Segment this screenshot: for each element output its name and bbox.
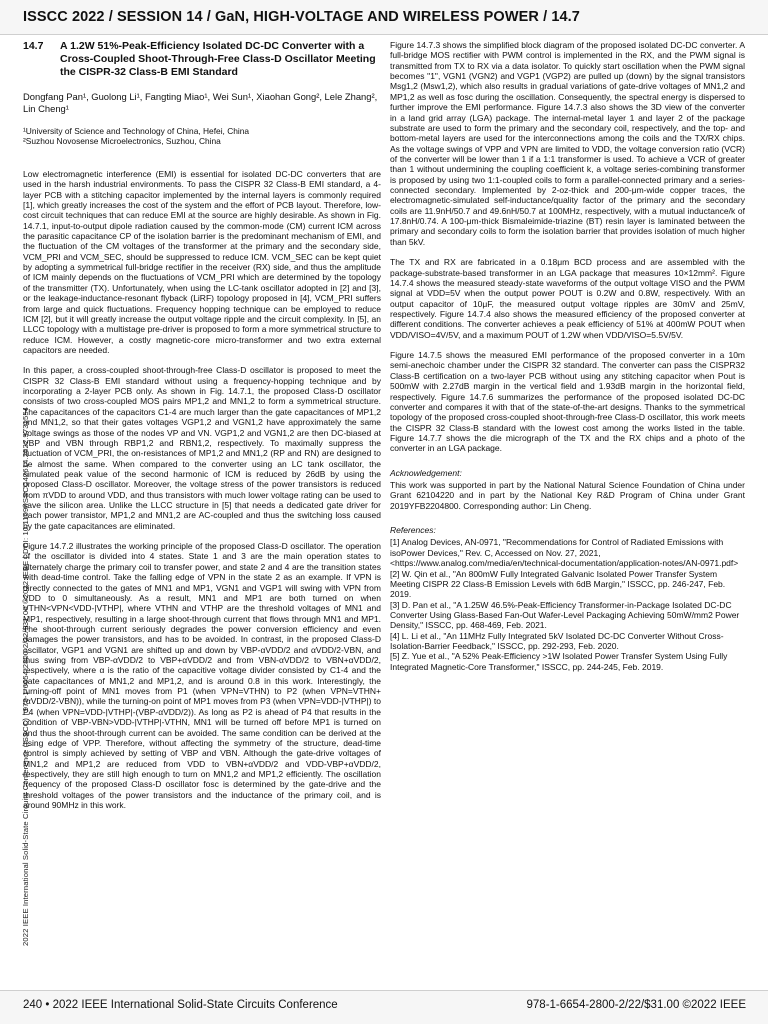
affiliation-2: ²Suzhou Novosense Microelectronics, Suzhou, China bbox=[23, 136, 221, 147]
body-paragraph: Figure 14.7.3 shows the simplified block diagram of the proposed isolated DC-DC converter. A full-bridge MOS rectifier with PWM control is implemented in the RX, and the PWM signal is transmitted from TX to RX via a data isolator. To quickly start oscillation when the PWM signal becomes "1", VGN1 (VGN2) and VGP1 (VGP2) are pulled up (down) by the signal transistors Msg1,2 (Msw1,2), which also results in gradual variations of gate-drive voltages of MN1,2 and MP1,2 as well as fosc during the oscillation. Consequently, the spectral energy is dispersed to further improve the EMI performance. Figure 14.7.3 also shows the 3D view of the converter in a land grid array (LGA) package. The internal-metal layer 1 and layer 2 of the package substrate are used to form the primary and the secondary coil, respectively, and the top- and bottom-metal layers are used for the interconnections among the coils and the TX/RX chips. As the voltage swings of VPP and VPN are limited to VDD, the voltage conversion ratio (VCR) of the converter will be lower than 1 if a 1:1 transformer is used. To achieve a VCR of greater than 1 without undermining the coupling coefficient k, a voltage series-combining transformer is proposed by using two 1:1-coupled coils to form a parallel-connected primary and a series-connected secondary. Implemented by 2-oz-thick and 200-μm-wide copper traces, the electromagnetic-simulated self-inductance/quality factor of the primary and the secondary coils are 11.9nH/50.7 and 49.6nH/50.7 at 100MHz, respectively, with a mutual inductance/k of 17.8nH/0.74. A 100-μm-thick Bismaleimide-triazine (BT) resin layer is laminated between the primary and secondary coils to form the isolation barrier that provides isolation of much higher than 5kV. bbox=[390, 40, 745, 247]
reference-item: [2] W. Qin et al., "An 800mW Fully Integrated Galvanic Isolated Power Transfer System Meeting CISPR 22 Class-B Emission Levels with 6dB Margin," ISSCC, pp. 246-247, Feb. 2019. bbox=[390, 568, 726, 600]
acknowledgement-heading: Acknowledgement: bbox=[390, 467, 462, 478]
reference-item: [3] D. Pan et al., "A 1.25W 46.5%-Peak-Efficiency Transformer-in-Package Isolated DC-DC Converter Using Glass-Based Fan-Out Wafer-Level Packaging Achieving 50mW/mm2 Power Density," ISSCC, pp. 468-469, Feb. 2021. bbox=[390, 599, 740, 631]
acknowledgement-text: This work was supported in part by the National Natural Science Foundation of China under Grant 62104220 and in part by the National Key R&D Program of China under Grant 2019YFB2204800. Corresponding author: Lin Cheng. bbox=[390, 480, 745, 511]
body-paragraph: Figure 14.7.2 illustrates the working principle of the proposed Class-D oscillator. The operation of the oscillator is divided into 4 states. State 1 and 3 are the main operation states to alternately charge the primary coil to transfer power, and state 2 and 4 are the transition states with dead-time control. Take the falling edge of VPN in the state 2 as an example. If VPN is directly connected to the gates of MN1 and MP1, VGN1 and VGP1 will swing with VPN from VDD to 0 simultaneously. As a result, MN1 and MP1 are both turned on when VTHN<VPN<VDD-|VTHP|, where VTHN and VTHP are the threshold voltages of MN1 and MP1, respectively, resulting in a large shoot-through current that flows through MN1 and MP1. The shoot-through current seriously degrades the power conversion efficiency and even damages the power transistors, and has to be avoided. In contrast, in the proposed Class-D oscillator, VGP1 and VGN1 are shifted up and down by VBP-αVDD/2 and αVDD/2-VBN, and thus swing from VBP-αVDD/2 to VBP+αVDD/2 and from VBN-αVDD/2 to VBN+αVDD/2, respectively, where α is the ratio of the capacitive voltage divider consisted by C1-4 and the gate capacitances of MN1,2 and MP1,2, and is around 0.8 in this work. Interestingly, the turning-off point of MN1 moves from P1 (when VPN=VTHN) to P2 (when VPN=VTHN+(αVDD/2-VBN)), while the turning-on point of MP1 moves from P3 (when VPN=VDD-|VTHP|) to P4 (when VPN=VDD-|VTHP|-(VBP-αVDD/2)). As long as P2 is ahead of P4 that results in the condition of VBP-VBN>VDD-|VTHP|-VTHN, MN1 will be turned off before MP1 is turned on and thus the shoot-through current can be avoided. The same condition can be derived at the rising edge of VPP. Therefore, without affecting the symmetry of the structure, dead-time control is simply achieved by setting of VBP and VBN. Although the gate-drive voltages of MN1,2 and MP1,2 are reduced from VDD to VBN+αVDD/2 and VDD-VBP+αVDD/2, respectively, they are still high enough to turn on MN1,2 and MP1,2 efficiently. The oscillation frequency of the proposed Class-D oscillator fosc is determined by the gate-drive and the threshold voltages of the power transistors and the inductance of the primary coil, and is around 90MHz in this work. bbox=[23, 541, 381, 811]
right-column bbox=[390, 40, 745, 672]
left-column bbox=[23, 40, 381, 820]
affiliations bbox=[23, 126, 381, 147]
body-paragraph: Low electromagnetic interference (EMI) is essential for isolated DC-DC converters that are used in the harsh industrial environments. To pass the CISPR 32 Class-B EMI standard, a 4-layer PCB with a stitching capacitor implemented by the internal layers is commonly required [1], which greatly increases the cost of the system and the effort of PCB layout. Therefore, low-cost circuit techniques that can reduce EMI at the source are highly desirable. As shown in Fig. 14.7.1, input-to-output dipole radiation caused by the common-mode (CM) current ICM across the parasitic capacitance CP of the isolation barrier is the predominant mechanism of EMI, and the fluctuation of the CM voltages of the transformer at the primary and the secondary side, VCM_PRI and VCM_SEC, should be suppressed to reduce ICM. VCM_SEC can be kept quiet by adopting a symmetrical full-bridge rectifier in the receiver (RX) side, and thus the amplitude of ICM mainly depends on the fluctuations of VCM_PRI which are determined by the topology of the transmitter (TX). Unfortunately, when using the LC-tank oscillator adopted in [2] and [3], or the leakage-inductance-resonant flyback (LiRF) topology proposed in [4], VCM_PRI suffers from large and quick fluctuations. Frequency hopping technique can be employed to reduce ICM [2], but it will greatly increase the output voltage ripple and the circuit complexity. In [5], an LLCC topology with a multistage pre-driver is proposed to form a more symmetrical structure to reduce ICM. However, a costly magnetic-core micro-transformer and two extra external capacitors are needed. bbox=[23, 168, 381, 355]
references-heading: References: bbox=[390, 525, 436, 536]
page-header bbox=[0, 0, 768, 35]
footer-copyright: 978-1-6654-2800-2/22/$31.00 ©2022 IEEE bbox=[526, 999, 746, 1011]
reference-item: [1] Analog Devices, AN-0971, "Recommendations for Control of Radiated Emissions with isoPower Devices," Rev. C, Accessed on Nov. 27, 2021, <https://www.analog.com/media/en/technical-documentation/application-notes/AN-0971.pdf> bbox=[390, 537, 739, 569]
body-paragraph: In this paper, a cross-coupled shoot-through-free Class-D oscillator is proposed to meet the CISPR 32 Class-B EMI standard without using a frequency-hopping technique and by incorporating a 2-layer PCB only. As shown in Fig. 14.7.1, the proposed Class-D oscillator consists of two cross-coupled MOS pairs MP1,2 and MN1,2 to form a symmetrical structure. The capacitances of the capacitors C1-4 are much larger than the gate capacitances of MP1,2 and MN1,2, so that their gates voltages VGP1,2 and VGN1,2 have approximately the same voltage swings as those of the nodes VP and VN. VGP1,2 and VGN1,2 are then DC-biased at VBP and VBN through RBP1,2 and RBN1,2, respectively. To maximally suppress the fluctuation of VCM_PRI, the on-resistances of MP1,2 and MN1,2 (RP and RN) are designed to be almost the same. When compared to the converter using an LC tank oscillator, the simulated peak value of the second harmonic of ICM is reduced by 26dB by using the proposed Class-D oscillator. Moreover, the voltage stress of the power transistors is reduced from πVDD to around VDD, and thus transistors with much lower voltage rating can be used to save the silicon area. Unlike the LLCC structure in [5] that needs a dedicated gate driver for each power transistor, MP1,2 and MN1,2 are AC-coupled and thus the switching loss caused by the gate capacitances are eliminated. bbox=[23, 365, 381, 531]
page-footer bbox=[0, 991, 768, 1024]
reference-item: [5] Z. Yue et al., "A 52% Peak-Efficiency >1W Isolated Power Transfer System Using Fully Integrated Magnetic-Core Transformer," ISSCC, pp. 244-245, Feb. 2019. bbox=[390, 651, 728, 672]
body-paragraph: Figure 14.7.5 shows the measured EMI performance of the proposed converter in a 10m semi-anechoic chamber under the CISPR 32 standard. The converter can pass the CISPR32 Class-B certification on a two-layer PCB without using any stitching capacitor when Pout is 500mW with 2.27dB margin in the vertical field and 1.93dB margin in the horizontal field, respectively. Figure 14.7.6 summarizes the performance of the proposed isolated DC-DC converter and compares it with that of the state-of-the-art designs. Thanks to the symmetrical topology of the proposed cross-coupled shoot-through-free Class-D oscillator, this work meets the CISPR 32 Class-B standard with the lowest cost among the works listed in the table. Figure 14.7.7 shows the die micrograph of the TX and the RX chips and a photo of the converter in an LGA package. bbox=[390, 350, 745, 454]
reference-item: [4] L. Li et al., "An 11MHz Fully Integrated 5kV Isolated DC-DC Converter Without Cross-Isolation-Barrier Feedback," ISSCC, pp. 292-293, Feb. 2020. bbox=[390, 630, 724, 652]
affiliation-1: ¹University of Science and Technology of China, Hefei, China bbox=[23, 125, 250, 136]
doi-sidebar: 2022 IEEE International Solid-State Circuits Conference (ISSCC) | 978-1-6654-2800-2/22/$31.00 ©2022 IEEE | DOI: 10.1109/ISSCC42614.2022.9731554 bbox=[21, 406, 30, 946]
session-title: ISSCC 2022 / SESSION 14 / GaN, HIGH-VOLTAGE AND WIRELESS POWER / 14.7 bbox=[23, 9, 580, 25]
paper-title: A 1.2W 51%-Peak-Efficiency Isolated DC-DC Converter with a Cross-Coupled Shoot-Through-Free Class-D Oscillator Meeting the CISPR-32 Class-B EMI Standard bbox=[60, 40, 376, 79]
body-paragraph: The TX and RX are fabricated in a 0.18μm BCD process and are assembled with the package-substrate-based transformer in an LGA package that measures 10×12mm². Figure 14.7.4 shows the measured steady-state waveforms of the output voltage VISO and the PWM signal at VDD=5V when the output power POUT is 0.2W and 0.8W, respectively. With an output capacitor of 10μF, the measured output voltage ripples are 30mV and 25mV, respectively. Figure 14.7.4 also shows the measured efficiency of the proposed converter at different conditions. The converter achieves a peak efficiency of 51% at 400mW POUT when VDD/VISO=4V/5V, and a maximum POUT of 1.2W when VDD/VISO=5.5V/5V. bbox=[390, 257, 745, 340]
footer-page-info: 240 • 2022 IEEE International Solid-State Circuits Conference bbox=[23, 999, 338, 1011]
paper-number: 14.7 bbox=[23, 40, 44, 52]
author-list: Dongfang Pan¹, Guolong Li¹, Fangting Miao¹, Wei Sun¹, Xiaohan Gong², Lele Zhang², Lin Cheng¹ bbox=[23, 91, 378, 115]
paper-heading bbox=[23, 40, 381, 79]
